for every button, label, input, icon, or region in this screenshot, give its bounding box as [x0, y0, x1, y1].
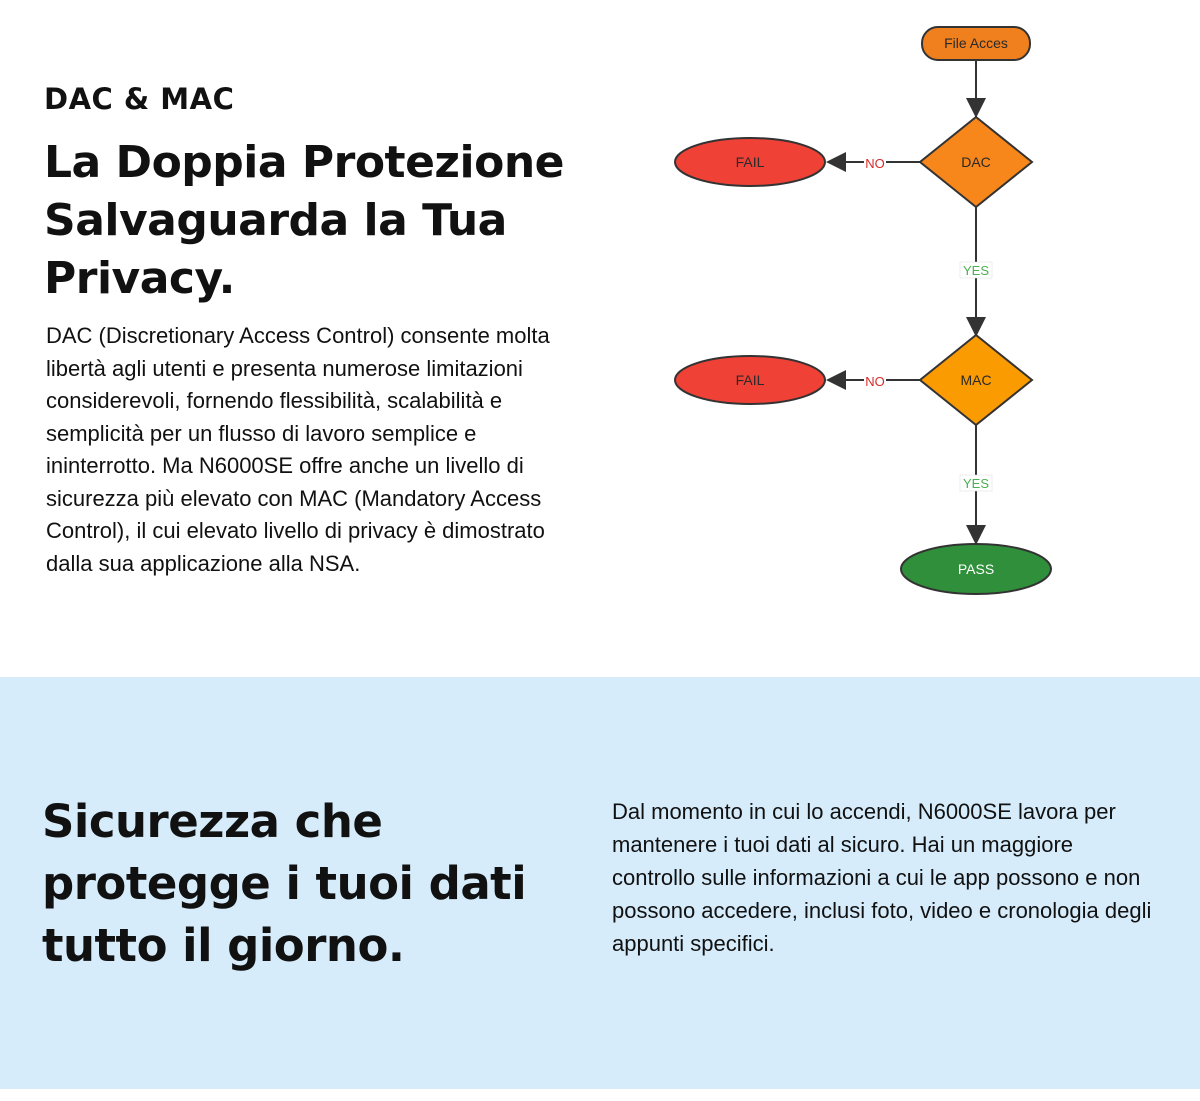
- dac-yes-label: YES: [962, 263, 990, 278]
- security-paragraph: Dal momento in cui lo accendi, N6000SE lavora per mantenere i tuoi dati al sicuro. Hai un maggiore controllo sulle informazioni a cui le app possono e non possono accedere, inclusi foto, video e cronologia degli appunti specifici.: [612, 799, 1152, 956]
- access-control-flowchart: [660, 20, 1080, 620]
- start-node-label: File Acces: [944, 35, 1008, 51]
- mac-yes-label: YES: [962, 476, 990, 491]
- dac-no-label: NO: [865, 156, 885, 171]
- bottom-margin: [0, 1089, 1200, 1101]
- pass-node-label: PASS: [957, 561, 995, 577]
- fail-node-dac-label: FAIL: [735, 154, 765, 170]
- mac-decision-label: MAC: [960, 372, 992, 388]
- fail-node-mac-label: FAIL: [735, 372, 765, 388]
- intro-paragraph: DAC (Discretionary Access Control) consente molta libertà agli utenti e presenta numerose limitazioni considerevoli, fornendo flessibilità, scalabilità e semplicità per un flusso di lavoro semplice e ininterrotto. Ma N6000SE offre anche un livello di sicurezza più elevato con MAC (Mandatory Access Control), il cui elevato livello di privacy è dimostrato dalla sua applicazione alla NSA.: [46, 323, 550, 576]
- dac-decision-label: DAC: [961, 154, 991, 170]
- security-headline: Sicurezza che protegge i tuoi dati tutto il giorno.: [42, 795, 527, 972]
- intro-headline: La Doppia Protezione Salvaguarda la Tua Privacy.: [44, 137, 565, 304]
- security-section: [0, 677, 1200, 1089]
- section-eyebrow: DAC & MAC: [44, 82, 235, 116]
- mac-no-label: NO: [865, 374, 885, 389]
